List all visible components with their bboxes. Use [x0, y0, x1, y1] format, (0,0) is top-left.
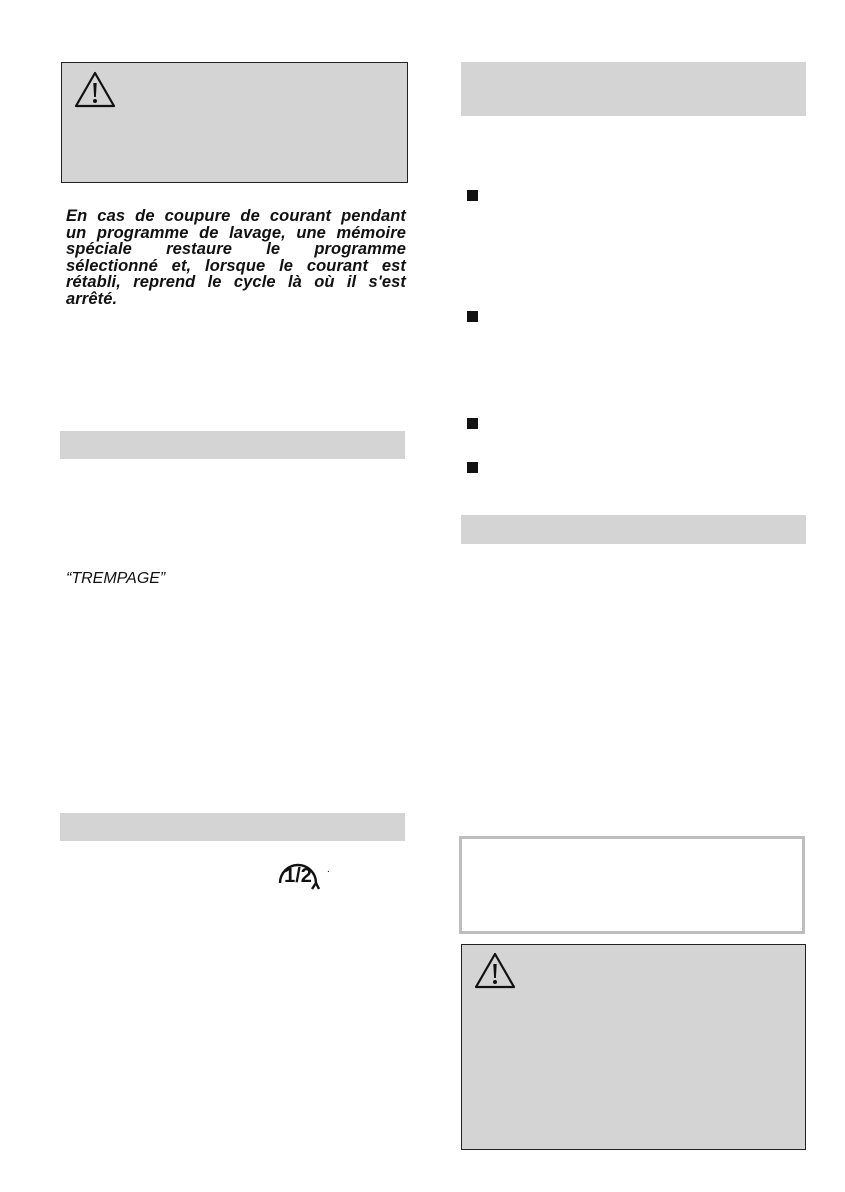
bullet-square-icon — [467, 462, 478, 473]
section-header-bar — [461, 515, 806, 544]
warning-box-top — [61, 62, 408, 183]
paragraph-line: arrêté. — [66, 289, 118, 308]
half-load-dot: . — [327, 864, 330, 875]
section-header-bar — [60, 813, 405, 841]
bullet-square-icon — [467, 311, 478, 322]
warning-triangle-icon — [73, 70, 117, 110]
warning-box-bottom — [461, 944, 806, 1150]
paragraph-line: rétabli, reprend le cycle là où il s'est — [66, 273, 406, 291]
bullet-square-icon — [467, 418, 478, 429]
soak-label: “TREMPAGE” — [66, 570, 166, 587]
paragraph-line: En cas de coupure de courant pendant — [66, 207, 406, 225]
note-box — [459, 836, 805, 934]
paragraph-line: sélectionné et, lorsque le courant est — [66, 256, 406, 275]
svg-text:1/2: 1/2 — [284, 865, 312, 887]
half-load-icon — [274, 853, 322, 899]
paragraph-line: un programme de lavage, une mémoire — [66, 223, 406, 242]
section-header-bar — [461, 62, 806, 116]
power-outage-paragraph — [66, 208, 406, 307]
paragraph-line: spéciale restaure le programme — [66, 240, 406, 258]
section-header-bar — [60, 431, 405, 459]
warning-triangle-icon — [473, 951, 517, 991]
bullet-square-icon — [467, 190, 478, 201]
